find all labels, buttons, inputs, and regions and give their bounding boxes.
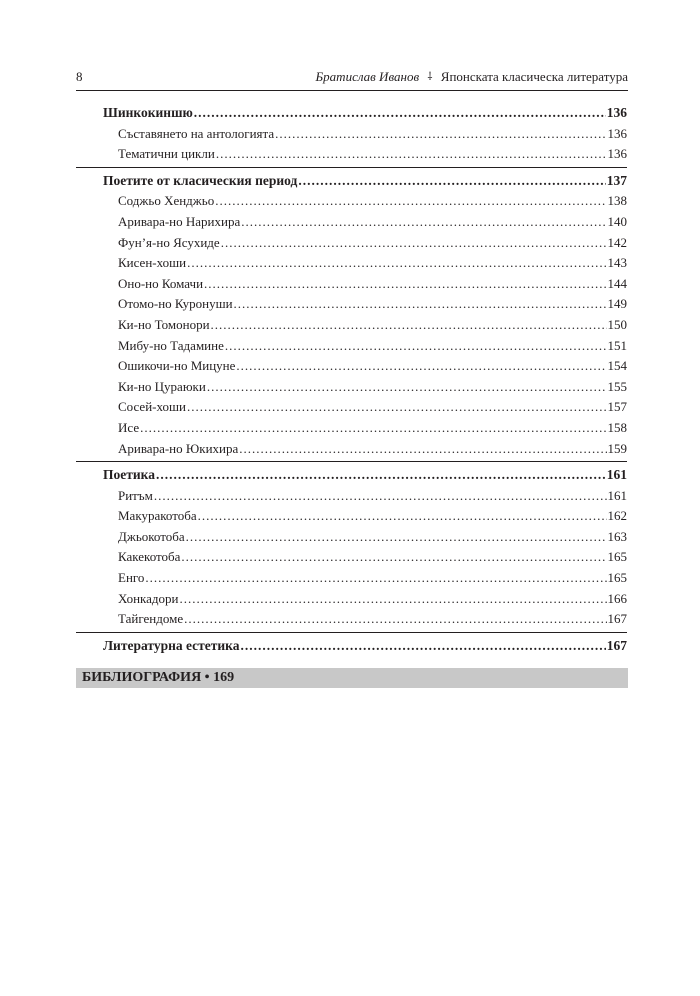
leader-dots [187, 253, 606, 274]
section-divider [76, 167, 627, 168]
leader-dots [204, 274, 606, 295]
toc-item-label: Аривара-но Нарихира [118, 213, 241, 229]
leader-dots [207, 377, 607, 398]
toc-item[interactable] [103, 486, 627, 507]
running-head-author: Братислав Иванов [315, 69, 420, 84]
leader-dots [186, 527, 607, 548]
leader-dots [221, 233, 607, 254]
toc-item-page: 143 [607, 255, 627, 271]
leader-dots [211, 315, 607, 336]
toc-item-page: 151 [607, 337, 627, 353]
running-head-book-title: Японската класическа литература [440, 69, 628, 84]
toc-item[interactable] [103, 144, 627, 165]
toc-item-label: Аривара-но Юкихира [118, 440, 239, 456]
toc-item-page: 154 [607, 358, 627, 374]
leader-dots [215, 191, 606, 212]
toc-item-page: 165 [607, 570, 627, 586]
toc-item-page: 142 [607, 234, 627, 250]
toc-item[interactable] [103, 294, 627, 315]
toc-item-label: Отомо-но Куронуши [118, 296, 233, 312]
toc-item-page: 162 [607, 508, 627, 524]
toc-item-label: Кисен-хоши [118, 255, 187, 271]
leader-dots [234, 294, 607, 315]
toc-section-page: 167 [606, 637, 627, 653]
toc-section-page: 137 [606, 172, 627, 188]
toc-item-label: Енго [118, 570, 145, 586]
bibliography-band[interactable] [76, 668, 628, 688]
toc-item[interactable] [103, 439, 627, 460]
toc-item-page: 167 [607, 611, 627, 627]
toc-item[interactable] [103, 253, 627, 274]
toc-section-shinkokinshu[interactable] [103, 103, 627, 124]
leader-dots [216, 144, 607, 165]
leader-dots [239, 439, 606, 460]
toc-item[interactable] [103, 191, 627, 212]
toc-item-page: 166 [607, 590, 627, 606]
leader-dots [194, 103, 606, 124]
toc-item-label: Хонкадори [118, 590, 179, 606]
toc-item-page: 157 [607, 399, 627, 415]
toc-item-page: 150 [607, 316, 627, 332]
toc-item-label: Оно-но Комачи [118, 275, 204, 291]
table-of-contents [103, 103, 627, 656]
toc-item-label: Ки-но Цураюки [118, 378, 206, 394]
toc-item-page: 155 [607, 378, 627, 394]
toc-item-label: Фун’я-но Ясухиде [118, 234, 220, 250]
running-head [316, 69, 628, 86]
toc-item[interactable] [103, 356, 627, 377]
toc-item-page: 138 [607, 193, 627, 209]
leader-dots [241, 212, 606, 233]
leader-dots [145, 568, 606, 589]
toc-section-title: Шинкокиншю [103, 105, 193, 120]
toc-item-label: Какекотоба [118, 549, 181, 565]
toc-item-page: 136 [607, 146, 627, 162]
toc-item-label: Мибу-но Тадамине [118, 337, 224, 353]
toc-section-title: Литературна естетика [103, 637, 240, 653]
toc-item[interactable] [103, 609, 627, 630]
toc-item[interactable] [103, 212, 627, 233]
toc-item[interactable] [103, 315, 627, 336]
toc-item[interactable] [103, 506, 627, 527]
toc-item-page: 140 [607, 213, 627, 229]
toc-item[interactable] [103, 274, 627, 295]
toc-section-title: Поетика [103, 467, 155, 483]
toc-item-label: Ошикочи-но Мицуне [118, 358, 236, 374]
running-head-separator-glyph: ⸸ [427, 71, 433, 83]
toc-item[interactable] [103, 547, 627, 568]
toc-item-label: Джьокотоба [118, 528, 185, 544]
leader-dots [181, 547, 606, 568]
toc-item[interactable] [103, 233, 627, 254]
toc-item-label: Исе [118, 419, 140, 435]
toc-item-label: Сосей-хоши [118, 399, 186, 415]
toc-item[interactable] [103, 527, 627, 548]
toc-section-page: 161 [606, 467, 627, 483]
leader-dots [140, 418, 606, 439]
bibliography-label: БИБЛИОГРАФИЯ • 169 [82, 670, 235, 685]
toc-section-title: Поетите от класическия период [103, 172, 298, 188]
toc-item[interactable] [103, 589, 627, 610]
leader-dots [236, 356, 606, 377]
leader-dots [184, 609, 606, 630]
toc-item-label: Съставянето на антологията [118, 125, 275, 141]
toc-section-literary-aesthetics[interactable] [103, 636, 627, 657]
toc-item[interactable] [103, 124, 627, 145]
header-rule [76, 90, 628, 91]
toc-item-page: 136 [607, 125, 627, 141]
section-divider [76, 461, 627, 462]
toc-section-page: 136 [606, 105, 627, 120]
toc-item-label: Ки-но Томонори [118, 316, 210, 332]
leader-dots [275, 124, 606, 145]
toc-item[interactable] [103, 418, 627, 439]
leader-dots [298, 171, 605, 192]
toc-item-page: 165 [607, 549, 627, 565]
toc-section-poetics[interactable] [103, 465, 627, 486]
section-divider [76, 632, 627, 633]
toc-item[interactable] [103, 377, 627, 398]
leader-dots [241, 636, 606, 657]
toc-item[interactable] [103, 336, 627, 357]
toc-item-page: 144 [607, 275, 627, 291]
page-header [76, 69, 628, 89]
toc-item-page: 159 [607, 440, 627, 456]
leader-dots [180, 589, 607, 610]
leader-dots [187, 397, 607, 418]
toc-item-page: 161 [607, 487, 627, 503]
toc-item-page: 163 [607, 528, 627, 544]
toc-item-label: Соджьо Хенджьо [118, 193, 215, 209]
toc-item-label: Ритъм [118, 487, 153, 503]
leader-dots [154, 486, 607, 507]
toc-item-label: Макуракотоба [118, 508, 197, 524]
toc-item[interactable] [103, 568, 627, 589]
toc-item-label: Тематични цикли [118, 146, 215, 162]
leader-dots [156, 465, 606, 486]
toc-section-classical-poets[interactable] [103, 171, 627, 192]
toc-item-page: 158 [607, 419, 627, 435]
toc-item[interactable] [103, 397, 627, 418]
leader-dots [198, 506, 607, 527]
toc-item-page: 149 [607, 296, 627, 312]
leader-dots [225, 336, 607, 357]
page-number: 8 [76, 69, 83, 84]
toc-item-label: Тайгендоме [118, 611, 184, 627]
